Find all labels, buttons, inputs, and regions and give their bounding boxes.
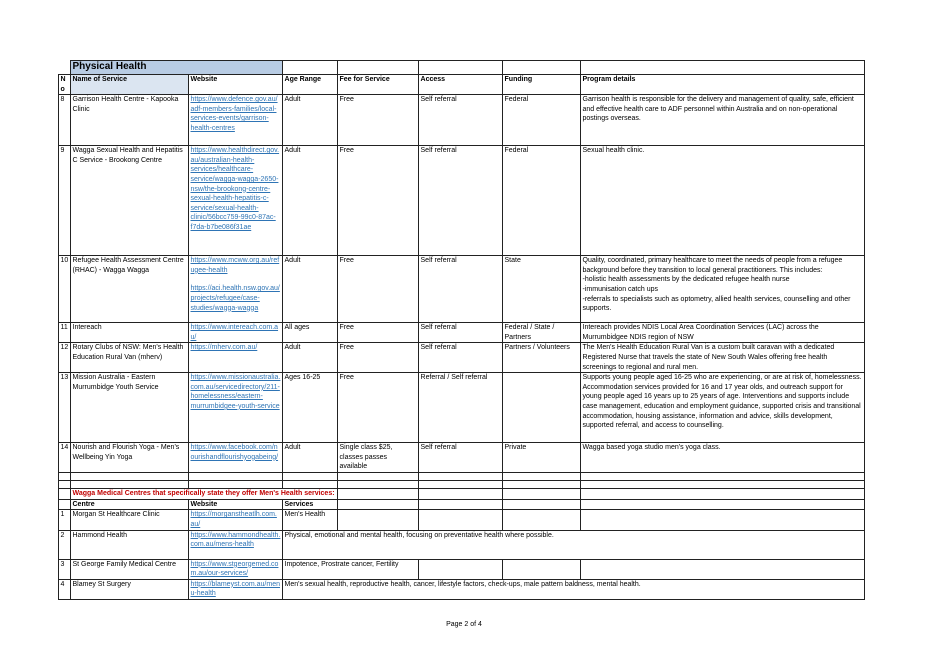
- funding: Partners / Volunteers: [503, 343, 581, 373]
- access: Self referral: [419, 343, 503, 373]
- centre-name: Hammond Health: [71, 530, 189, 559]
- centre-website-link[interactable]: https://www.hammondhealth.com.au/mens-health: [190, 531, 281, 549]
- funding: [503, 373, 581, 443]
- access: Self referral: [419, 443, 503, 473]
- row-number: 8: [59, 95, 71, 146]
- website-link[interactable]: https://mherv.com.au/: [190, 344, 258, 352]
- fee: Free: [338, 256, 419, 323]
- website-link-secondary[interactable]: https://aci.health.nsw.gov.au/projects/refugee/case-studies/wagga-wagga: [190, 285, 280, 312]
- row-number: 13: [59, 373, 71, 443]
- row-number: 14: [59, 443, 71, 473]
- program-details: Garrison health is responsible for the delivery and management of quality, safe, efficient and effective health care to ADF personnel within Australia and on non-operational postings overseas.: [581, 95, 865, 146]
- row-number: 10: [59, 256, 71, 323]
- website-link[interactable]: https://www.missionaustralia.com.au/servicedirectory/211-homelessness/eastern-murrumbidgee-youth-service: [190, 374, 281, 410]
- medical-row: [59, 579, 865, 599]
- blank-row: [59, 473, 865, 481]
- program-details: Intereach provides NDIS Local Area Coordination Services (LAC) across the Murrumbidgee NDIS region of NSW: [581, 323, 865, 343]
- row-number: 12: [59, 343, 71, 373]
- col-header-fee: Fee for Service: [338, 75, 419, 95]
- medical-row: [59, 510, 865, 530]
- col-header-age: Age Range: [283, 75, 338, 95]
- col-header-centre: Centre: [71, 499, 189, 510]
- age-range: Adult: [283, 95, 338, 146]
- row-number: 4: [59, 579, 71, 599]
- table-row: [59, 95, 865, 146]
- row-number: 11: [59, 323, 71, 343]
- centre-name: Morgan St Healthcare Clinic: [71, 510, 189, 530]
- program-details: The Men's Health Education Rural Van is a custom built caravan with a dedicated Registered Nurse that travels the state of New South Wales offering free health screenings to regional and rural men.: [581, 343, 865, 373]
- service-name: Wagga Sexual Health and Hepatitis C Service - Brookong Centre: [71, 146, 189, 256]
- age-range: Ages 16-25: [283, 373, 338, 443]
- funding: State: [503, 256, 581, 323]
- service-name: Mission Australia - Eastern Murrumbidge Youth Service: [71, 373, 189, 443]
- service-name: Garrison Health Centre - Kapooka Clinic: [71, 95, 189, 146]
- access: Self referral: [419, 323, 503, 343]
- fee: Free: [338, 343, 419, 373]
- table-row: [59, 343, 865, 373]
- table-row: [59, 146, 865, 256]
- centre-services: Physical, emotional and mental health, focusing on preventative health where possible.: [283, 530, 865, 559]
- col-header-centre-website: Website: [189, 499, 283, 510]
- centre-services: Men's Health: [283, 510, 338, 530]
- centre-website-link[interactable]: https://blameyst.com.au/menu-health: [190, 580, 280, 598]
- fee: Free: [338, 146, 419, 256]
- blank-row: [59, 481, 865, 489]
- table-row: [59, 256, 865, 323]
- title-row: [59, 61, 865, 75]
- row-number: 1: [59, 510, 71, 530]
- website-link[interactable]: https://www.mcww.org.au/refugee-health: [190, 257, 280, 274]
- age-range: Adult: [283, 146, 338, 256]
- col-header-no: No: [59, 75, 71, 95]
- centre-services: Impotence, Prostrate cancer, Fertility: [283, 559, 419, 579]
- centre-website-link[interactable]: https://www.stgeorgemed.com.au/our-services/: [190, 560, 279, 578]
- header-row: [59, 75, 865, 95]
- age-range: All ages: [283, 323, 338, 343]
- funding: Federal / State / Partners: [503, 323, 581, 343]
- row-number: 2: [59, 530, 71, 559]
- access: Referral / Self referral: [419, 373, 503, 443]
- website-link[interactable]: https://www.facebook.com/nourishandflourishyogabeing/: [190, 444, 279, 461]
- fee: Free: [338, 323, 419, 343]
- col-header-access: Access: [419, 75, 503, 95]
- col-header-funding: Funding: [503, 75, 581, 95]
- program-details: Sexual health clinic.: [581, 146, 865, 256]
- service-name: Refugee Health Assessment Centre (RHAC) - Wagga Wagga: [71, 256, 189, 323]
- col-header-name: Name of Service: [71, 75, 189, 95]
- age-range: Adult: [283, 256, 338, 323]
- col-header-services: Services: [283, 499, 338, 510]
- centre-name: St George Family Medical Centre: [71, 559, 189, 579]
- age-range: Adult: [283, 343, 338, 373]
- program-details: Supports young people aged 16-25 who are experiencing, or are at risk of, homelessness. Accommodation services provided for 16 and 17 year olds, and outreach support for young people aged 16 years up to 25 years of age. Interventions and supports include case management, education and employment guidance, supported crisis and transitional accommodation, housing assistance, information and advice, skills development, supported referral, and access to counselling.: [581, 373, 865, 443]
- row-number: 9: [59, 146, 71, 256]
- program-details: Quality, coordinated, primary healthcare to meet the needs of people from a refugee background before they transition to local general practitioners. This includes: -holistic health assessments by the dedicated refugee health nurse -immunisation catch ups -referrals to specialists such as optometry, allied health services, counselling and other supports.: [581, 256, 865, 323]
- table-row: [59, 323, 865, 343]
- row-number: 3: [59, 559, 71, 579]
- funding: Federal: [503, 95, 581, 146]
- col-header-website: Website: [189, 75, 283, 95]
- fee: Free: [338, 95, 419, 146]
- funding: Private: [503, 443, 581, 473]
- col-header-details: Program details: [581, 75, 865, 95]
- medical-row: [59, 530, 865, 559]
- age-range: Adult: [283, 443, 338, 473]
- section-title: Physical Health: [71, 61, 283, 75]
- table-row: [59, 373, 865, 443]
- service-name: Nourish and Flourish Yoga - Men's Wellbeing Yin Yoga: [71, 443, 189, 473]
- website-link[interactable]: https://www.defence.gov.au/adf-members-families/local-services-events/garrison-health-centres: [190, 96, 278, 132]
- service-name: Intereach: [71, 323, 189, 343]
- table-row: [59, 443, 865, 473]
- website-link[interactable]: https://www.intereach.com.au/: [190, 324, 279, 341]
- funding: Federal: [503, 146, 581, 256]
- services-table: [58, 60, 865, 600]
- centre-website-link[interactable]: https://morganstheatlh.com.au/: [190, 511, 277, 528]
- website-link[interactable]: https://www.healthdirect.gov.au/australian-health-services/healthcare-service/wagga-wagga-2650-nsw/the-brookong-centre-sexual-health-hepatitis-c-service/sexual-health-clinic/56bcc759-99c0-87ac-f7da-b7be086f31ae: [190, 147, 280, 231]
- fee: Single class $25, classes passes available: [338, 443, 419, 473]
- medical-header-row: [59, 499, 865, 510]
- program-details: Wagga based yoga studio men's yoga class.: [581, 443, 865, 473]
- access: Self referral: [419, 146, 503, 256]
- medical-heading-row: [59, 489, 865, 500]
- centre-services: Men's sexual health, reproductive health, cancer, lifestyle factors, check-ups, male pattern baldness, mental health.: [283, 579, 865, 599]
- page-number: Page 2 of 4: [446, 621, 482, 628]
- medical-centres-heading: Wagga Medical Centres that specifically state they offer Men's Health services:: [71, 489, 338, 500]
- medical-row: [59, 559, 865, 579]
- fee: Free: [338, 373, 419, 443]
- access: Self referral: [419, 95, 503, 146]
- access: Self referral: [419, 256, 503, 323]
- service-name: Rotary Clubs of NSW: Men's Health Education Rural Van (mherv): [71, 343, 189, 373]
- centre-name: Blamey St Surgery: [71, 579, 189, 599]
